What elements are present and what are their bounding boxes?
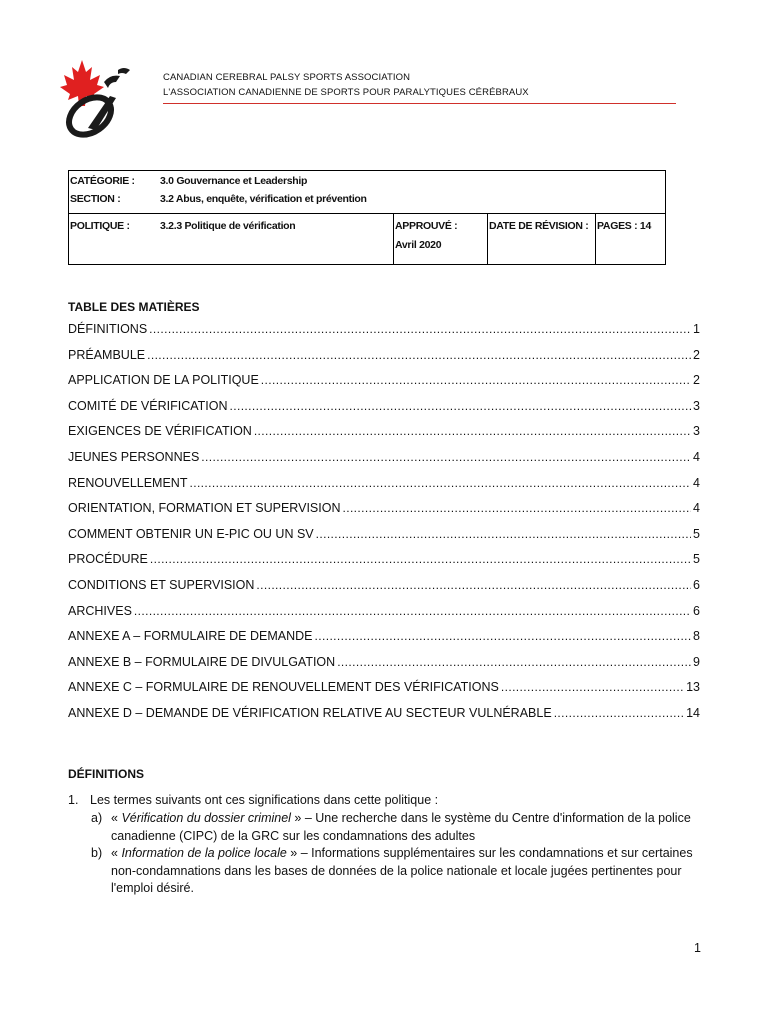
toc-leader [149,322,691,336]
toc-entry-title: PROCÉDURE [68,552,148,567]
toc-entry[interactable] [68,527,700,553]
toc-leader [554,706,684,720]
toc-entry[interactable] [68,578,700,604]
toc-entry[interactable] [68,629,700,655]
toc-entry[interactable] [68,604,700,630]
toc-entry[interactable] [68,424,700,450]
header-rule [163,103,676,104]
toc-entry[interactable] [68,373,700,399]
intro-text: Les termes suivants ont ces significations dans cette politique : [90,793,439,807]
approved-value: Avril 2020 [395,239,442,251]
toc-entry[interactable] [68,680,700,706]
toc-entry-page: 8 [693,629,700,644]
toc-entry-title: ANNEXE D – DEMANDE DE VÉRIFICATION RELATIVE AU SECTEUR VULNÉRABLE [68,705,552,720]
toc-entry-page: 14 [686,705,700,720]
toc-entry-page: 4 [693,501,700,516]
org-name-en: CANADIAN CEREBRAL PALSY SPORTS ASSOCIATION [163,72,411,83]
toc-entry-page: 2 [693,373,700,388]
policy-value: 3.2.3 Politique de vérification [160,220,296,232]
organization-names [163,70,529,100]
toc-entry-title: COMMENT OBTENIR UN E-PIC OU UN SV [68,526,314,541]
toc-entry-title: RENOUVELLEMENT [68,475,188,490]
definition-text: » – Informations supplémentaires sur les condamnations et sur certaines non-condamnations dans les bases de données de la police nationale et locale jugées pertinentes pour l'emploi désiré. [111,846,693,895]
category-value: 3.0 Gouvernance et Leadership [160,175,308,187]
toc-leader [254,424,691,438]
definition-text: » – Une recherche dans le système du Centre d'information de la police canadienne (CIPC) de la GRC sur les condamnations des adultes [111,811,691,843]
toc-leader [256,578,691,592]
toc-entry-title: EXIGENCES DE VÉRIFICATION [68,424,252,439]
toc-entry-title: DÉFINITIONS [68,322,148,336]
toc-entry-title: ARCHIVES [68,603,132,618]
definition-item [91,810,703,845]
item-letter: a) [91,811,103,825]
page-number: 1 [694,941,701,955]
toc-entry-title: COMITÉ DE VÉRIFICATION [68,398,228,413]
category-label: CATÉGORIE : [70,175,135,187]
toc-entry[interactable] [68,450,700,476]
table-divider [595,213,596,264]
toc-leader [134,604,691,618]
definition-item [91,845,703,898]
toc-entry-title: CONDITIONS ET SUPERVISION [68,577,255,592]
toc-entry-page: 4 [693,475,700,490]
toc-entry-title: ANNEXE C – FORMULAIRE DE RENOUVELLEMENT DES VÉRIFICATIONS [68,680,499,695]
toc-leader [337,655,691,669]
table-of-contents [68,322,700,732]
table-divider [393,213,394,264]
toc-leader [201,450,691,464]
toc-entry-title: ORIENTATION, FORMATION ET SUPERVISION [68,501,341,516]
list-number: 1. [68,793,79,807]
toc-entry-title: JEUNES PERSONNES [68,449,200,464]
definitions-heading: DÉFINITIONS [68,767,145,781]
section-value: 3.2 Abus, enquête, vérification et prévention [160,193,367,205]
quote-open: « [111,846,122,860]
ccpsa-logo [58,58,138,138]
toc-entry-page: 6 [693,577,700,592]
section-label: SECTION : [70,193,121,205]
revision-date-label: DATE DE RÉVISION : [489,220,589,232]
toc-leader [150,552,691,566]
toc-entry-title: ANNEXE B – FORMULAIRE DE DIVULGATION [68,654,336,669]
toc-entry-page: 5 [693,552,700,567]
definitions-intro [68,793,438,807]
defined-term: Vérification du dossier criminel [121,811,291,825]
toc-leader [261,373,691,387]
toc-entry-page: 3 [693,398,700,413]
quote-open: « [111,811,122,825]
toc-entry[interactable] [68,655,700,681]
toc-entry[interactable] [68,348,700,374]
toc-entry[interactable] [68,552,700,578]
table-divider [69,213,665,214]
toc-entry[interactable] [68,322,700,348]
toc-entry-page: 4 [693,449,700,464]
toc-entry-page: 6 [693,603,700,618]
toc-title: TABLE DES MATIÈRES [68,300,200,314]
toc-entry-page: 5 [693,526,700,541]
table-divider [487,213,488,264]
toc-entry-title: ANNEXE A – FORMULAIRE DE DEMANDE [68,629,313,644]
org-name-fr: L'ASSOCIATION CANADIENNE DE SPORTS POUR PARALYTIQUES CÉRÉBRAUX [163,87,529,98]
toc-leader [316,527,691,541]
policy-info-table [68,170,666,265]
toc-leader [342,501,691,515]
toc-leader [501,680,684,694]
toc-entry[interactable] [68,706,700,732]
toc-entry-page: 13 [686,680,700,695]
policy-label: POLITIQUE : [70,220,130,232]
toc-entry-page: 3 [693,424,700,439]
toc-entry[interactable] [68,476,700,502]
toc-entry-title: APPLICATION DE LA POLITIQUE [68,373,259,388]
toc-entry[interactable] [68,501,700,527]
toc-leader [189,476,691,490]
pages-label: PAGES : 14 [597,220,651,232]
approved-label: APPROUVÉ : [395,220,458,232]
toc-entry-page: 2 [693,347,700,362]
toc-entry-title: PRÉAMBULE [68,347,146,362]
defined-term: Information de la police locale [121,846,287,860]
toc-entry-page: 1 [693,322,700,336]
toc-entry[interactable] [68,399,700,425]
item-letter: b) [91,846,103,860]
toc-leader [230,399,692,413]
toc-leader [315,629,692,643]
toc-entry-page: 9 [693,654,700,669]
toc-leader [147,348,691,362]
